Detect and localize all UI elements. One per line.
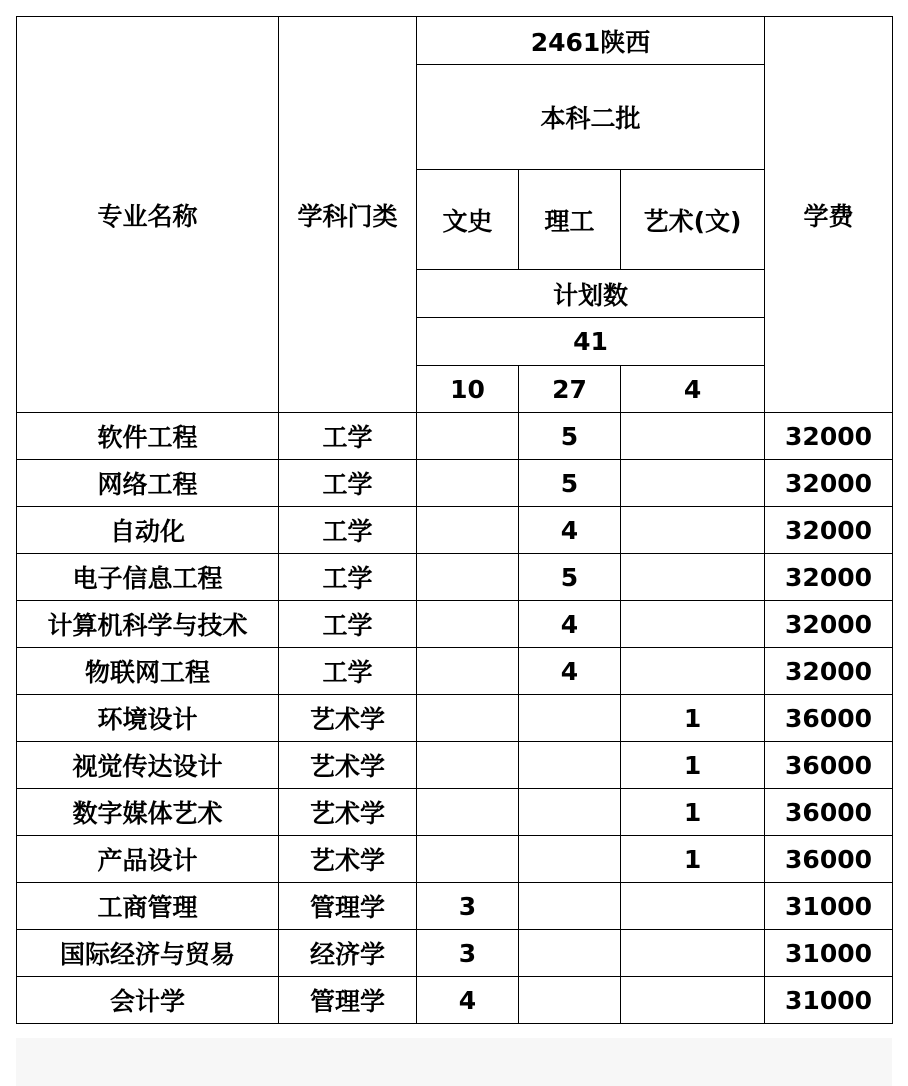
table-row (17, 977, 893, 1024)
cell-wenshi (417, 648, 519, 695)
cell-major: 工商管理 (17, 883, 279, 930)
cell-major: 物联网工程 (17, 648, 279, 695)
table-row (17, 413, 893, 460)
table-row (17, 789, 893, 836)
cell-ligong (519, 836, 621, 883)
header-batch: 本科二批 (417, 65, 765, 170)
cell-tuition: 31000 (765, 977, 893, 1024)
header-discipline: 学科门类 (279, 17, 417, 413)
cell-tuition: 31000 (765, 930, 893, 977)
page-bottom-strip (16, 1038, 892, 1086)
cell-wenshi: 4 (417, 977, 519, 1024)
table-row (17, 695, 893, 742)
cell-major: 国际经济与贸易 (17, 930, 279, 977)
cell-discipline: 工学 (279, 648, 417, 695)
enrollment-plan-table (16, 16, 893, 1024)
table-body (17, 17, 893, 1024)
cell-ligong: 4 (519, 507, 621, 554)
header-category-yishu: 艺术(文) (621, 170, 765, 270)
cell-yishu: 1 (621, 836, 765, 883)
cell-yishu: 1 (621, 789, 765, 836)
cell-yishu (621, 413, 765, 460)
cell-wenshi: 3 (417, 930, 519, 977)
cell-major: 会计学 (17, 977, 279, 1024)
total-wenshi: 10 (417, 366, 519, 413)
cell-major: 计算机科学与技术 (17, 601, 279, 648)
cell-discipline: 艺术学 (279, 695, 417, 742)
cell-major: 网络工程 (17, 460, 279, 507)
cell-ligong: 5 (519, 460, 621, 507)
cell-wenshi (417, 742, 519, 789)
cell-wenshi (417, 507, 519, 554)
cell-yishu (621, 601, 765, 648)
cell-ligong (519, 789, 621, 836)
cell-wenshi (417, 554, 519, 601)
table-row (17, 601, 893, 648)
cell-tuition: 36000 (765, 742, 893, 789)
cell-ligong (519, 883, 621, 930)
cell-discipline: 艺术学 (279, 836, 417, 883)
cell-discipline: 艺术学 (279, 742, 417, 789)
cell-tuition: 36000 (765, 789, 893, 836)
cell-ligong: 5 (519, 413, 621, 460)
cell-tuition: 36000 (765, 836, 893, 883)
cell-yishu: 1 (621, 742, 765, 789)
cell-discipline: 管理学 (279, 977, 417, 1024)
cell-tuition: 32000 (765, 507, 893, 554)
cell-tuition: 32000 (765, 460, 893, 507)
header-row-province (17, 17, 893, 65)
cell-major: 视觉传达设计 (17, 742, 279, 789)
cell-discipline: 经济学 (279, 930, 417, 977)
cell-discipline: 工学 (279, 460, 417, 507)
cell-wenshi (417, 601, 519, 648)
cell-major: 软件工程 (17, 413, 279, 460)
cell-discipline: 工学 (279, 554, 417, 601)
cell-ligong (519, 742, 621, 789)
table-row (17, 836, 893, 883)
cell-wenshi (417, 695, 519, 742)
cell-major: 环境设计 (17, 695, 279, 742)
cell-tuition: 32000 (765, 648, 893, 695)
header-major-name: 专业名称 (17, 17, 279, 413)
cell-yishu (621, 554, 765, 601)
cell-discipline: 工学 (279, 413, 417, 460)
table-row (17, 742, 893, 789)
header-plan-label: 计划数 (417, 270, 765, 318)
header-plan-total: 41 (417, 318, 765, 366)
header-category-ligong: 理工 (519, 170, 621, 270)
cell-ligong (519, 977, 621, 1024)
cell-major: 自动化 (17, 507, 279, 554)
total-yishu: 4 (621, 366, 765, 413)
header-category-wenshi: 文史 (417, 170, 519, 270)
header-province: 2461陕西 (417, 17, 765, 65)
cell-ligong (519, 930, 621, 977)
cell-yishu (621, 648, 765, 695)
cell-ligong: 4 (519, 601, 621, 648)
cell-tuition: 32000 (765, 601, 893, 648)
cell-wenshi (417, 789, 519, 836)
cell-tuition: 32000 (765, 413, 893, 460)
cell-ligong: 4 (519, 648, 621, 695)
cell-wenshi (417, 460, 519, 507)
cell-yishu (621, 883, 765, 930)
cell-ligong: 5 (519, 554, 621, 601)
cell-tuition: 36000 (765, 695, 893, 742)
cell-wenshi (417, 413, 519, 460)
cell-discipline: 艺术学 (279, 789, 417, 836)
cell-discipline: 管理学 (279, 883, 417, 930)
cell-yishu: 1 (621, 695, 765, 742)
cell-major: 产品设计 (17, 836, 279, 883)
cell-yishu (621, 930, 765, 977)
total-ligong: 27 (519, 366, 621, 413)
cell-tuition: 32000 (765, 554, 893, 601)
cell-wenshi (417, 836, 519, 883)
cell-major: 电子信息工程 (17, 554, 279, 601)
cell-tuition: 31000 (765, 883, 893, 930)
table-row (17, 648, 893, 695)
table-row (17, 883, 893, 930)
cell-discipline: 工学 (279, 601, 417, 648)
cell-wenshi: 3 (417, 883, 519, 930)
cell-yishu (621, 977, 765, 1024)
table-row (17, 507, 893, 554)
cell-ligong (519, 695, 621, 742)
cell-yishu (621, 460, 765, 507)
cell-yishu (621, 507, 765, 554)
table-row (17, 460, 893, 507)
table-row (17, 930, 893, 977)
header-tuition: 学费 (765, 17, 893, 413)
table-row (17, 554, 893, 601)
cell-major: 数字媒体艺术 (17, 789, 279, 836)
cell-discipline: 工学 (279, 507, 417, 554)
